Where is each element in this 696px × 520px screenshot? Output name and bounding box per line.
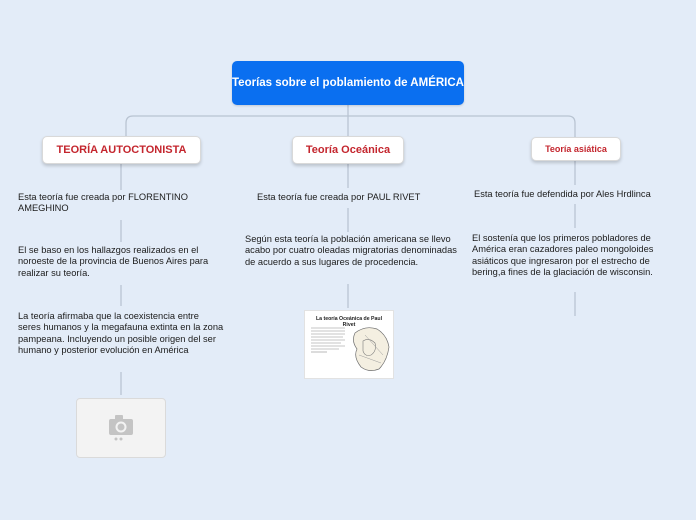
leaf-oceanica-2[interactable]: Según esta teoría la población americana se llevo acabo por cuatro oleadas migratorias denominadas de acuerdo a sus lugares de procedencia. [245,234,457,267]
root-topic-title: Teorías sobre el poblamiento de AMÉRICA [232,77,464,89]
leaf-autoctonista-3[interactable]: La teoría afirmaba que la coexistencia entre seres humanos y la megafauna extinta en la zona pampeana. Incluyendo un posible origen del ser humano y posterior evolución en América [18,311,224,356]
connector-bar [126,116,575,137]
leaf-asiatica-1[interactable]: Esta teoría fue defendida por Ales Hrdlinca [474,189,651,199]
map-image-thumbnail[interactable] [304,310,394,379]
leaf-autoctonista-2[interactable]: El se baso en los hallazgos realizados en el noroeste de la provincia de Buenos Aires para realizar su teoría. [18,245,209,278]
branch-label: Teoría Oceánica [305,144,391,156]
leaf-autoctonista-1[interactable]: Esta teoría fue creada por FLORENTINO AMEGHINO [18,192,188,214]
leaf-asiatica-2[interactable]: El sostenía que los primeros pobladores de América eran cazadores paleo mongoloides asiáticos que ingresaron por el estrecho de bering,a fines de la glaciación de wisconsin. [472,233,654,278]
branch-autoctonista[interactable] [42,136,201,164]
image-placeholder[interactable] [76,398,166,458]
branch-label: Teoría asiática [545,144,607,154]
branch-asiatica[interactable] [531,137,621,161]
camera-icon [77,399,165,457]
map-illustration [305,311,393,378]
image-title: La teoría Oceánica de Paul Rivet [315,316,383,328]
branch-oceanica[interactable] [292,136,404,164]
leaf-oceanica-1[interactable]: Esta teoría fue creada por PAUL RIVET [257,192,421,202]
branch-label: TEORÍA AUTOCTONISTA [56,144,187,156]
root-topic[interactable] [232,61,464,105]
